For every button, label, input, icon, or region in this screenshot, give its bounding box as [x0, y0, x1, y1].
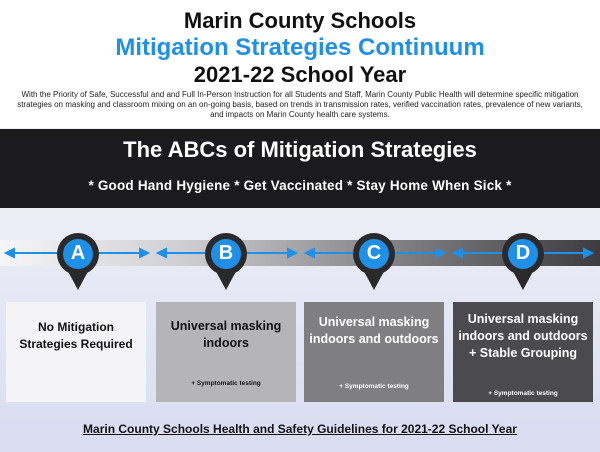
- level-c-letter: C: [366, 242, 382, 264]
- arrow-head-a-right: [140, 249, 148, 257]
- level-b-text: Universal masking indoors: [170, 319, 282, 350]
- abc-title: The ABCs of Mitigation Strategies: [123, 137, 477, 162]
- arrow-head-d-left: [454, 249, 462, 257]
- level-b-pin-icon: [203, 232, 249, 292]
- level-c-note: + Symptomatic testing: [339, 383, 409, 390]
- footer-link[interactable]: Marin County Schools Health and Safety Guidelines for 2021-22 School Year: [83, 422, 517, 436]
- level-b-card: [156, 302, 296, 402]
- level-a-letter: A: [70, 242, 86, 264]
- level-a-card: [6, 302, 146, 402]
- level-d-note: + Symptomatic testing: [488, 390, 558, 397]
- arrow-head-c-left: [306, 249, 314, 257]
- level-c-pin-icon: [351, 232, 397, 292]
- level-c-card: [304, 302, 444, 402]
- level-b-letter: B: [218, 242, 234, 264]
- abc-subtitle: * Good Hand Hygiene * Get Vaccinated * Stay Home When Sick *: [88, 178, 512, 193]
- arrow-head-b-left: [158, 249, 166, 257]
- level-d-card: [453, 302, 593, 402]
- title-line-2: Mitigation Strategies Continuum: [115, 34, 485, 61]
- arrow-head-d-right: [584, 249, 592, 257]
- level-a-pin-icon: [55, 232, 101, 292]
- level-b-note: + Symptomatic testing: [191, 380, 261, 387]
- level-d-pin-icon: [500, 232, 546, 292]
- level-d-text: Universal masking indoors and outdoors + Stable Grouping: [458, 312, 588, 360]
- title-line-1: Marin County Schools: [183, 8, 417, 33]
- title-line-3: 2021-22 School Year: [193, 62, 407, 87]
- level-c-text: Universal masking indoors and outdoors: [309, 315, 439, 346]
- intro-paragraph: With the Priority of Safe, Successful and and Full In-Person Instruction for all Students and Staff, Marin County Public Health will determine specific mitigation strategies on masking and classroom mixing on an on-going basis, based on trends in transmission rates, verified vaccination rates, prevalence of new variants, and impacts on Marin County health care systems.: [17, 90, 583, 119]
- level-d-letter: D: [515, 242, 531, 264]
- arrow-head-c-right: [436, 249, 444, 257]
- header: [0, 0, 600, 128]
- level-a-text: No Mitigation Strategies Required: [19, 320, 133, 351]
- arrow-head-a-left: [6, 249, 14, 257]
- arrow-head-b-right: [288, 249, 296, 257]
